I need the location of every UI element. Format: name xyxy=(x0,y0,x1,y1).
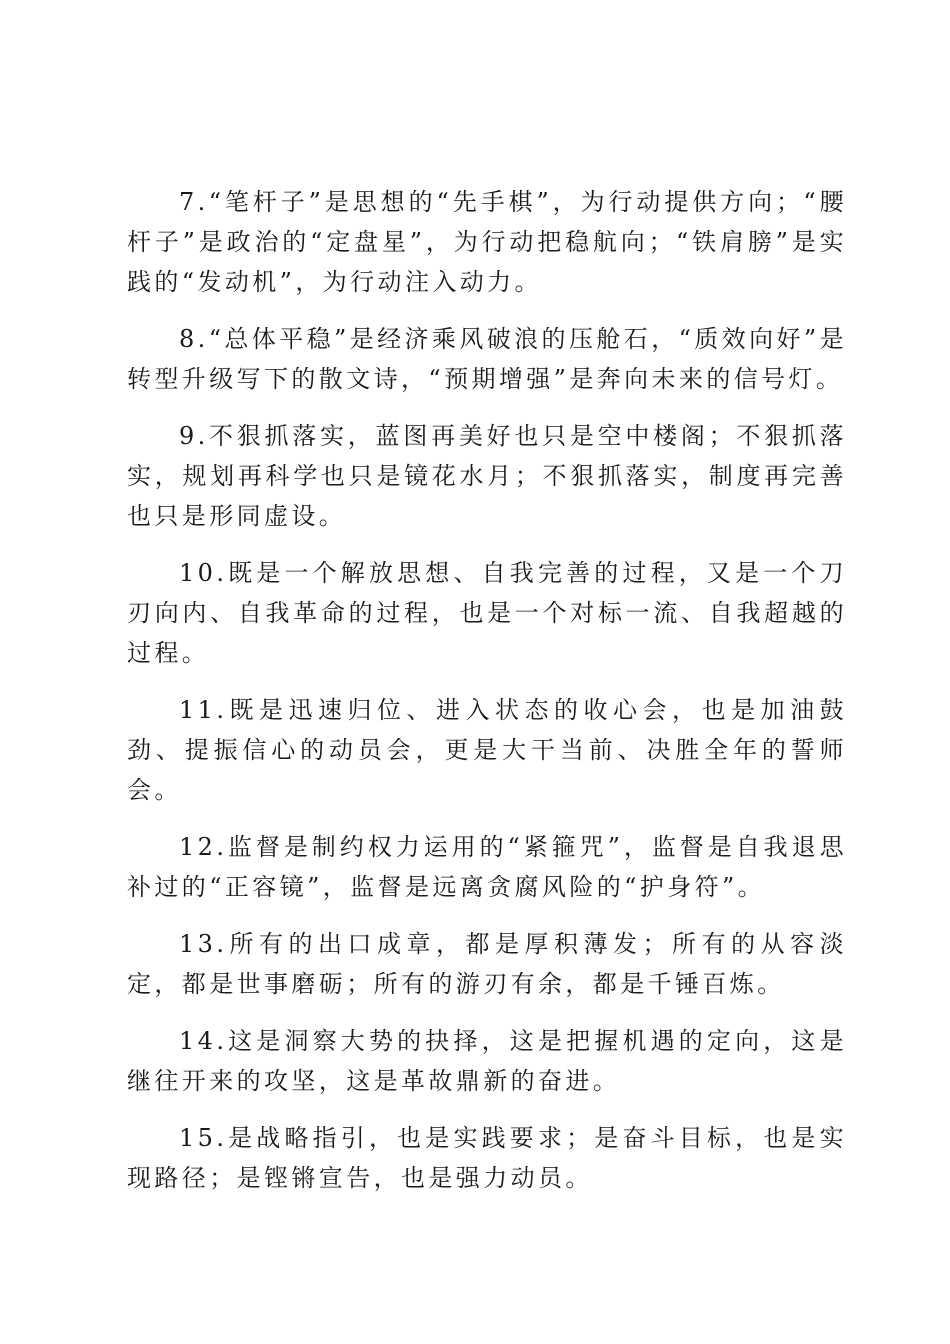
paragraph-8: 8.“总体平稳”是经济乘风破浪的压舱石，“质效向好”是转型升级写下的散文诗，“预期增强”是奔向未来的信号灯。 xyxy=(127,325,847,393)
paragraph-13: 13.所有的出口成章，都是厚积薄发；所有的从容淡定，都是世事磨砺；所有的游刃有余，都是千锤百炼。 xyxy=(127,930,847,998)
paragraph-9: 9.不狠抓落实，蓝图再美好也只是空中楼阁；不狠抓落实，规划再科学也只是镜花水月；不狠抓落实，制度再完善也只是形同虚设。 xyxy=(127,422,847,530)
paragraph-11: 11.既是迅速归位、进入状态的收心会，也是加油鼓劲、提振信心的动员会，更是大干当前、决胜全年的誓师会。 xyxy=(127,696,847,804)
paragraph-15: 15.是战略指引，也是实践要求；是奋斗目标，也是实现路径；是铿锵宣告，也是强力动员。 xyxy=(127,1124,847,1192)
paragraph-12: 12.监督是制约权力运用的“紧箍咒”，监督是自我退思补过的“正容镜”，监督是远离贪腐风险的“护身符”。 xyxy=(127,833,847,901)
paragraph-14: 14.这是洞察大势的抉择，这是把握机遇的定向，这是继往开来的攻坚，这是革故鼎新的奋进。 xyxy=(127,1027,847,1095)
paragraph-10: 10.既是一个解放思想、自我完善的过程，又是一个刀刃向内、自我革命的过程，也是一个对标一流、自我超越的过程。 xyxy=(127,559,847,667)
document-body xyxy=(127,182,847,1215)
paragraph-7: 7.“笔杆子”是思想的“先手棋”，为行动提供方向；“腰杆子”是政治的“定盘星”，为行动把稳航向；“铁肩膀”是实践的“发动机”，为行动注入动力。 xyxy=(127,188,847,296)
